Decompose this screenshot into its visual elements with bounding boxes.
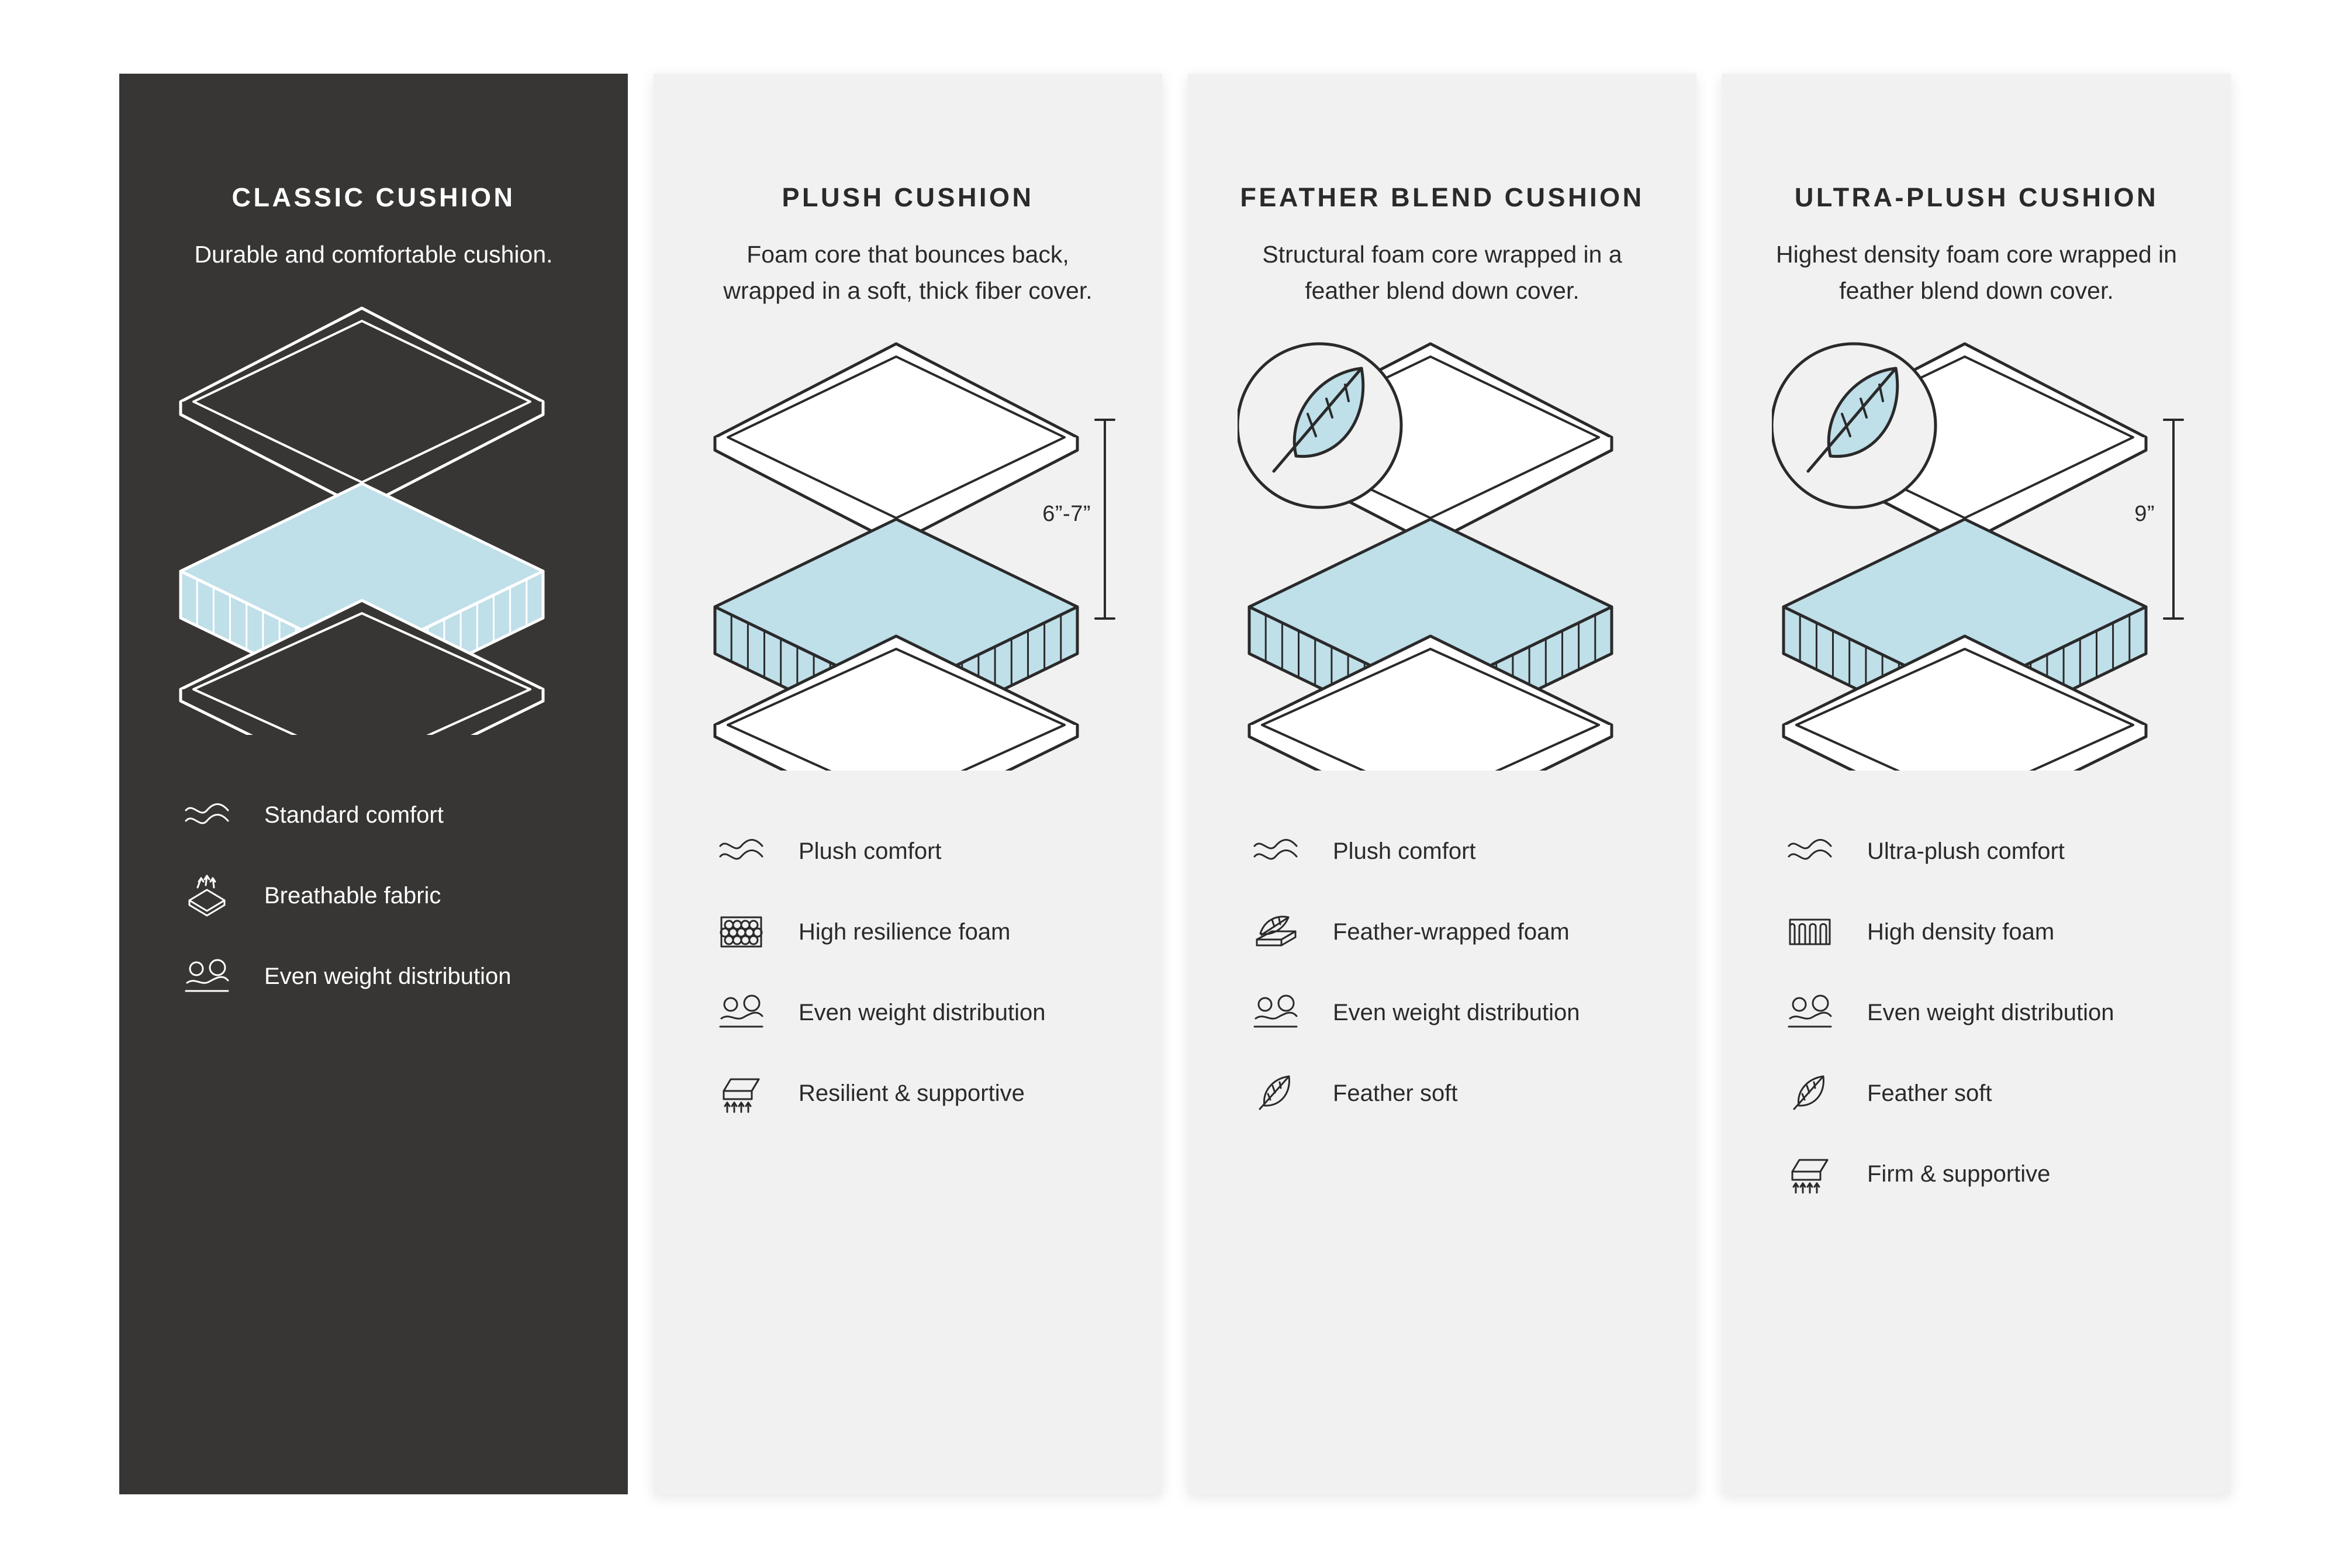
feather-icon	[1240, 1065, 1311, 1121]
even-weight-icon	[706, 985, 776, 1041]
feather-icon	[1775, 1065, 1845, 1121]
feature-label: High density foam	[1867, 918, 2055, 945]
card-description: Foam core that bounces back, wrapped in a soft, thick fiber cover.	[723, 241, 1093, 304]
feature-item	[1240, 823, 1661, 879]
feature-item	[1240, 1065, 1661, 1121]
card-title: CLASSIC CUSHION	[231, 182, 516, 212]
feature-label: Even weight distribution	[264, 963, 512, 990]
even-weight-icon	[1240, 985, 1311, 1041]
supportive-seat-icon	[1775, 1146, 1845, 1202]
cushion-stack-illustration	[689, 326, 1127, 806]
feature-label: High resilience foam	[799, 918, 1011, 945]
wave-icon	[1240, 823, 1311, 879]
feature-label: Breathable fabric	[264, 883, 441, 909]
feature-label: Ultra-plush comfort	[1867, 838, 2065, 864]
feature-item	[706, 985, 1127, 1041]
cushion-card-plush-cushion[interactable]	[654, 74, 1162, 1494]
feather-wrapped-foam-icon	[1240, 904, 1311, 960]
cushion-stack-illustration	[1757, 326, 2196, 806]
wave-icon	[1775, 823, 1845, 879]
feature-label: Feather-wrapped foam	[1333, 918, 1570, 945]
feature-list	[154, 788, 593, 1005]
feature-label: Feather soft	[1333, 1080, 1458, 1106]
feature-item	[706, 904, 1127, 960]
feature-item	[172, 788, 593, 844]
dimension-line	[2162, 414, 2185, 624]
feature-item	[1240, 904, 1661, 960]
honeycomb-foam-icon	[706, 904, 776, 960]
wave-icon	[172, 788, 242, 844]
feature-label: Standard comfort	[264, 802, 444, 828]
feature-item	[172, 868, 593, 924]
feature-label: Even weight distribution	[1333, 999, 1580, 1025]
supportive-seat-icon	[706, 1065, 776, 1121]
feature-label: Firm & supportive	[1867, 1161, 2051, 1187]
even-weight-icon	[172, 949, 242, 1005]
even-weight-icon	[1775, 985, 1845, 1041]
feature-item	[1775, 1065, 2196, 1121]
feature-item	[1775, 1146, 2196, 1202]
feature-label: Feather soft	[1867, 1080, 1992, 1106]
feature-item	[1775, 985, 2196, 1041]
card-description: Structural foam core wrapped in a feather blend down cover.	[1262, 241, 1622, 304]
feature-item	[1240, 985, 1661, 1041]
feature-item	[706, 1065, 1127, 1121]
density-foam-icon	[1775, 904, 1845, 960]
feature-label: Even weight distribution	[799, 999, 1046, 1025]
cushion-card-feather-blend-cushion[interactable]	[1188, 74, 1696, 1494]
dimension-label: 6”-7”	[1042, 502, 1091, 527]
cushion-stack-illustration	[1223, 326, 1661, 806]
feature-item	[706, 823, 1127, 879]
card-description: Durable and comfortable cushion.	[194, 241, 553, 268]
feature-list	[1757, 823, 2196, 1202]
feature-item	[1775, 823, 2196, 879]
cushion-card-ultra-plush-cushion[interactable]	[1722, 74, 2231, 1494]
cards-row	[119, 74, 2231, 1494]
dimension-label: 9”	[2134, 502, 2155, 527]
feature-label: Even weight distribution	[1867, 999, 2114, 1025]
cushion-stack-illustration	[154, 291, 593, 770]
cushion-card-classic-cushion[interactable]	[119, 74, 628, 1494]
card-title: ULTRA-PLUSH CUSHION	[1794, 182, 2159, 212]
breathable-fabric-icon	[172, 868, 242, 924]
feature-label: Plush comfort	[1333, 838, 1476, 864]
card-title: FEATHER BLEND CUSHION	[1240, 182, 1644, 212]
card-description: Highest density foam core wrapped in feather blend down cover.	[1776, 241, 2177, 304]
feature-list	[1223, 823, 1661, 1121]
feature-list	[689, 823, 1127, 1121]
feature-item	[1775, 904, 2196, 960]
feature-item	[172, 949, 593, 1005]
card-title: PLUSH CUSHION	[782, 182, 1034, 212]
feature-label: Resilient & supportive	[799, 1080, 1025, 1106]
feature-label: Plush comfort	[799, 838, 942, 864]
dimension-line	[1093, 414, 1117, 624]
wave-icon	[706, 823, 776, 879]
